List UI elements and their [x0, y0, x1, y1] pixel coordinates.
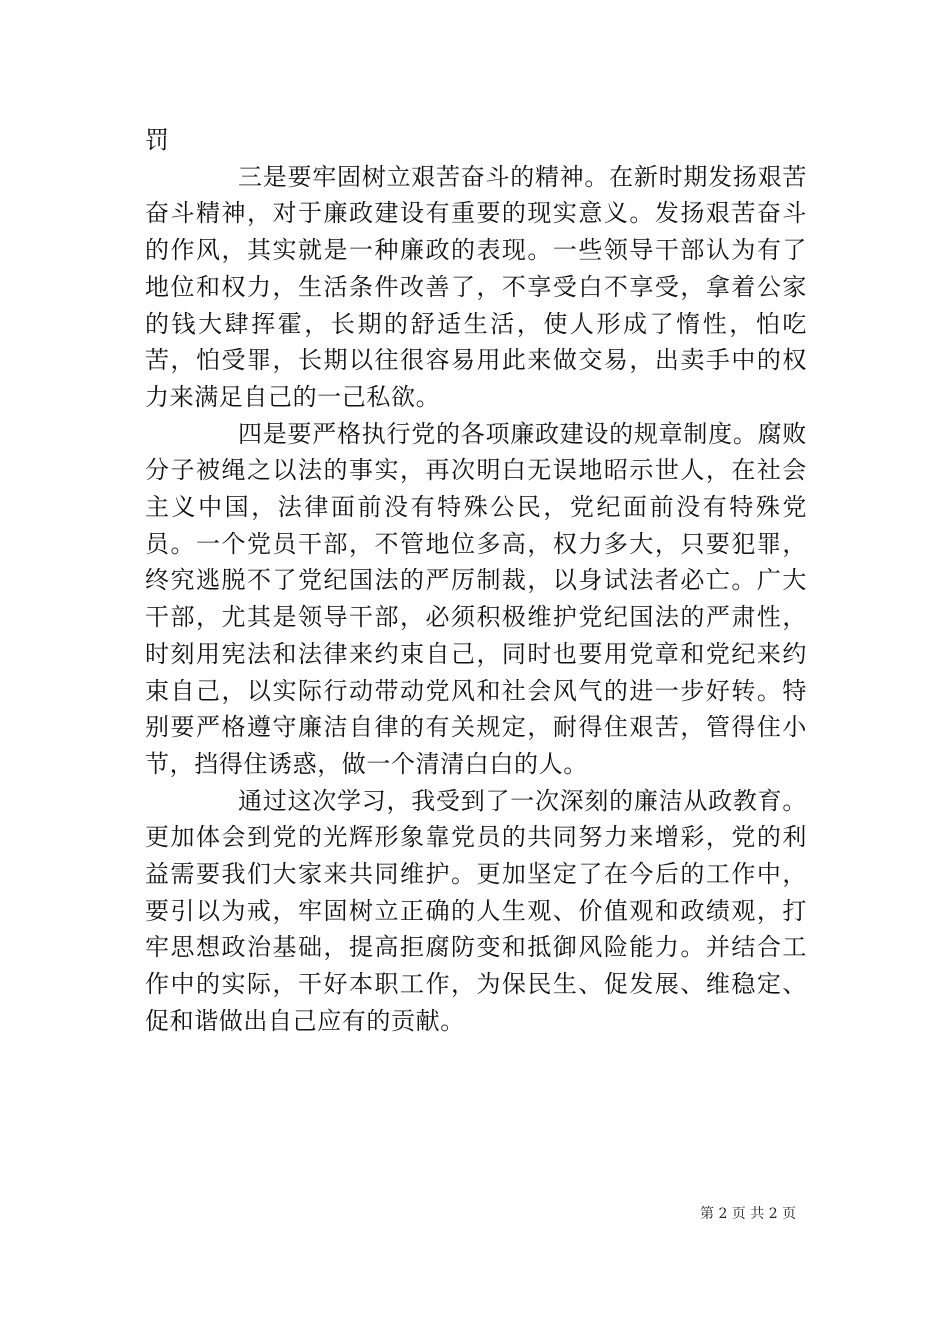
page-number-footer: 第 2 页 共 2 页: [700, 1206, 797, 1222]
paragraph-study-conclusion: 通过这次学习，我受到了一次深刻的廉洁从政教育。更加体会到党的光辉形象靠党员的共同努力来增彩，党的利益需要我们大家来共同维护。更加坚定了在今后的工作中，要引以为戒，牢固树立正确的人生观、价值观和政绩观，打牢思想政治基础，提高拒腐防变和抵御风险能力。并结合工作中的实际，干好本职工作，为保民生、促发展、维稳定、促和谐做出自己应有的贡献。: [145, 786, 807, 1035]
paragraph-continuation: 罚: [145, 126, 170, 154]
paragraph-hard-work-spirit: 三是要牢固树立艰苦奋斗的精神。在新时期发扬艰苦奋斗精神，对于廉政建设有重要的现实意义。发扬艰苦奋斗的作风，其实就是一种廉政的表现。一些领导干部认为有了地位和权力，生活条件改善了，不享受白不享受，拿着公家的钱大肆挥霍，长期的舒适生活，使人形成了惰性，怕吃苦，怕受罪，长期以往很容易用此来做交易，出卖手中的权力来满足自己的一己私欲。: [145, 162, 807, 411]
paragraph-integrity-rules: 四是要严格执行党的各项廉政建设的规章制度。腐败分子被绳之以法的事实，再次明白无误地昭示世人，在社会主义中国，法律面前没有特殊公民，党纪面前没有特殊党员。一个党员干部，不管地位多高，权力多大，只要犯罪，终究逃脱不了党纪国法的严厉制裁，以身试法者必亡。广大干部，尤其是领导干部，必须积极维护党纪国法的严肃性，时刻用宪法和法律来约束自己，同时也要用党章和党纪来约束自己，以实际行动带动党风和社会风气的进一步好转。特别要严格遵守廉洁自律的有关规定，耐得住艰苦，管得住小节，挡得住诱惑，做一个清清白白的人。: [145, 419, 807, 778]
document-body: [145, 122, 807, 1040]
